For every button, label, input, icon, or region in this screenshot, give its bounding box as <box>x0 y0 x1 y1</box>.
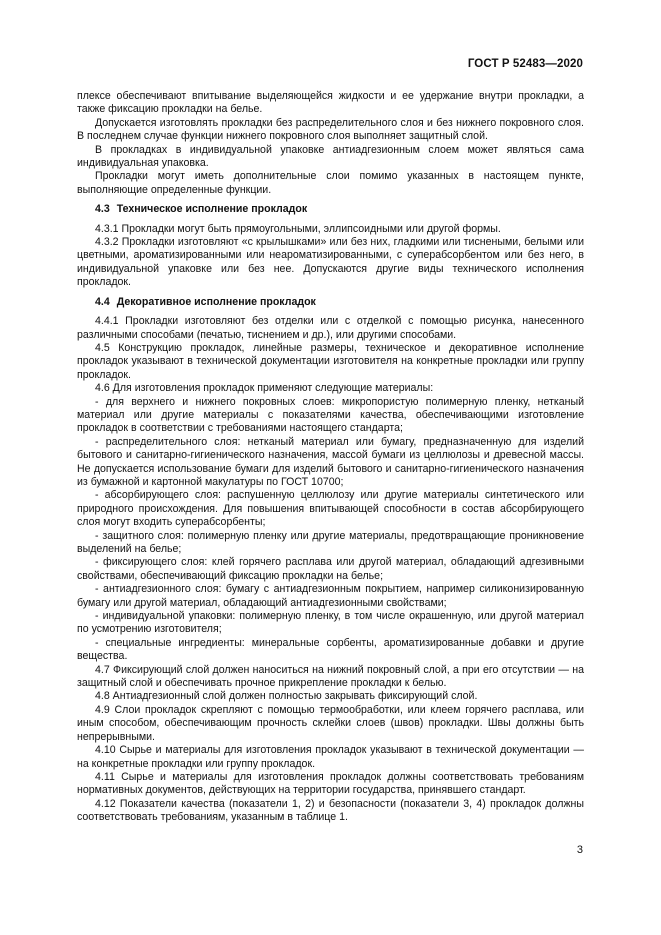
paragraph: 4.7 Фиксирующий слой должен наноситься на нижний покровный слой, а при его отсутствии — на защитный слой и обеспечивать прочное прикрепление прокладки к белью. <box>77 663 584 690</box>
paragraph: 4.3.1 Прокладки могут быть прямоугольными, эллипсоидными или другой формы. <box>95 222 501 235</box>
section-number: 4.3 <box>95 203 110 216</box>
intro-paragraph: Допускается изготовлять прокладки без распределительного слоя и без нижнего покровного слоя. В последнем случае функции нижнего покровного слоя выполняет защитный слой. <box>77 116 584 143</box>
paragraph: 4.5 Конструкцию прокладок, линейные размеры, техническое и декоративное исполнение прокладок указывают в технической документации изготовителя на конкретные прокладки или группу прокладок. <box>77 341 584 381</box>
section-title: Декоративное исполнение прокладок <box>116 295 316 308</box>
page-number: 3 <box>576 844 583 856</box>
document-body <box>77 90 584 825</box>
paragraph: 4.10 Сырье и материалы для изготовления прокладок указывают в технической документации — на конкретные прокладки или группу прокладок. <box>77 744 584 770</box>
paragraph: 4.9 Слои прокладок скрепляют с помощью термообработки, или клеем горячего расплава, или иным способом, обеспечивающим прочность склейки слоев (швов) прокладки. Швы должны быть непрерывными. <box>77 703 584 743</box>
paragraph: 4.8 Антиадгезионный слой должен полностью закрывать фиксирующий слой. <box>95 690 478 703</box>
paragraph: 4.3.2 Прокладки изготовляют «с крылышками» или без них, гладкими или тиснеными, белыми или цветными, ароматизированными или неароматизированными, с суперабсорбентом или без него, в индивидуальной упаковке или без нее. Допускаются другие виды технического исполнения прокладок. <box>77 236 584 289</box>
paragraph: 4.4.1 Прокладки изготовляют без отделки или с отделкой с помощью рисунка, нанесенного различными способами (печатью, тиснением и др.), или другими способами. <box>77 315 584 341</box>
list-item: - индивидуальной упаковки: полимерную пленку, в том числе окрашенную, или другой материал по усмотрению изготовителя; <box>77 610 584 636</box>
intro-paragraph: В прокладках в индивидуальной упаковке антиадгезионным слоем может являться сама индивидуальная упаковка. <box>77 143 584 170</box>
list-item: - защитного слоя: полимерную пленку или другие материалы, предотвращающие проникновение выделений на белье; <box>77 529 584 555</box>
paragraph: 4.6 Для изготовления прокладок применяют следующие материалы: <box>95 382 434 395</box>
intro-paragraph: плексе обеспечивают впитывание выделяющейся жидкости и ее удержание внутри прокладки, а также фиксацию прокладки на белье. <box>77 90 584 116</box>
section-heading-4-4 <box>77 296 584 309</box>
intro-paragraph: Прокладки могут иметь дополнительные слои помимо указанных в настоящем пункте, выполняющие определенные функции. <box>77 170 584 196</box>
list-item: - специальные ингредиенты: минеральные сорбенты, ароматизированные добавки и другие вещества. <box>77 636 584 663</box>
paragraph: 4.11 Сырье и материалы для изготовления прокладок должны соответствовать требованиям нормативных документов, действующих на территории государства, принявшего стандарт. <box>77 770 584 797</box>
list-item: - для верхнего и нижнего покровных слоев: микропористую полимерную пленку, нетканый материал или другие материалы с показателями качества, обеспечивающими изготовление прокладок в соответствии с требованиями настоящего стандарта; <box>77 395 584 435</box>
standard-header: ГОСТ Р 52483—2020 <box>467 58 583 70</box>
list-item: - распределительного слоя: нетканый материал или бумагу, предназначенную для изделий бытового и санитарно-гигиенического назначения, массой бумаги из целлюлозы и древесной массы. Не допускается использование бумаги для изделий бытового и санитарно-гигиенического назначения из бумажной и картонной макулатуры по ГОСТ 10700; <box>77 435 584 488</box>
paragraph: 4.12 Показатели качества (показатели 1, 2) и безопасности (показатели 3, 4) прокладок должны соответствовать требованиям, указанным в таблице 1. <box>77 797 584 824</box>
section-title: Техническое исполнение прокладок <box>116 203 308 216</box>
section-heading-4-3 <box>77 203 584 216</box>
section-number: 4.4 <box>95 295 110 308</box>
list-item: - антиадгезионного слоя: бумагу с антиадгезионным покрытием, например силиконизированную бумагу или другой материал, обладающий антиадгезионными свойствами; <box>77 583 584 609</box>
list-item: - фиксирующего слоя: клей горячего расплава или другой материал, обладающий адгезивными свойствами, обеспечивающий фиксацию прокладки на белье; <box>77 556 584 582</box>
list-item: - абсорбирующего слоя: распушенную целлюлозу или другие материалы синтетического или природного происхождения. Для повышения впитывающей способности в состав абсорбирующего слоя могут входить суперабсорбенты; <box>77 489 584 529</box>
